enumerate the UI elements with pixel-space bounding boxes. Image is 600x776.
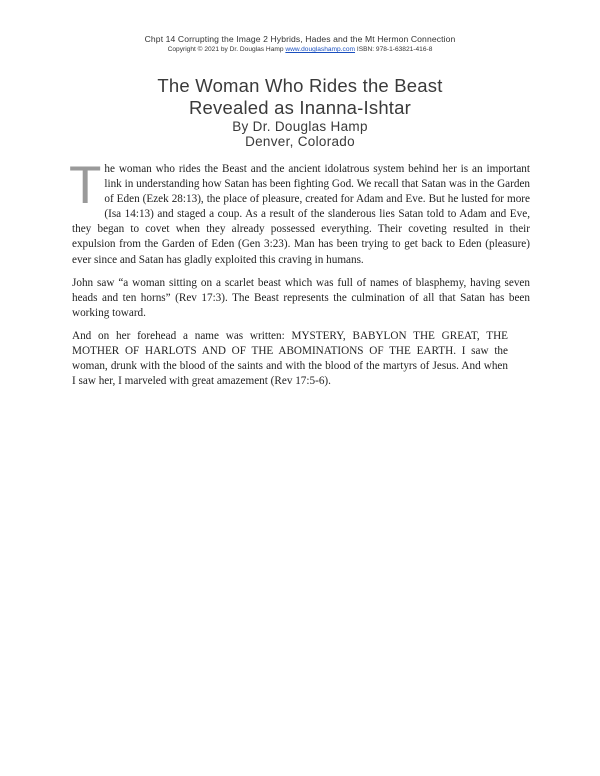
location-line: Denver, Colorado — [245, 134, 355, 149]
paragraph-1 — [69, 156, 530, 268]
body-text — [69, 156, 530, 397]
paragraph-1-text: he woman who rides the Beast and the ancient idolatrous system behind her is an important link in understanding how Satan has been fighting God. We recall that Satan was in the Garden of Eden (Ezek 28:13), the place of pleasure, created for Adam and Eve. But he lusted for more (Isa 14:13) and staged a coup. As a result of the slanderous lies Satan told to Adam and Eve, they began to covet when they already possessed everything. Their coveting resulted in their expulsion from the Garden of Eden (Gen 3:23). Man has been trying to get back to Eden (pleasure) ever since and Satan has gladly exploited this craving in humans. — [72, 163, 530, 266]
title-line-1: The Woman Who Rides the Beast — [157, 75, 443, 96]
isbn-text: ISBN: 978-1-63821-416-8 — [356, 46, 433, 53]
block-quote: And on her forehead a name was written: MYSTERY, BABYLON THE GREAT, THE MOTHER OF HARLOTS AND OF THE ABOMINATIONS OF THE EARTH. I saw the woman, drunk with the blood of the saints and with the blood of the martyrs of Jesus. And when I saw her, I marveled with great amazement (Rev 17:5-6). — [72, 329, 508, 388]
copyright-text: Copyright © 2021 by Dr. Douglas Hamp — [167, 46, 284, 53]
chapter-line: Chpt 14 Corrupting the Image 2 Hybrids, Hades and the Mt Hermon Connection — [144, 34, 456, 44]
author-line: By Dr. Douglas Hamp — [232, 119, 368, 134]
copyright-line — [0, 45, 600, 54]
drop-cap: T — [69, 156, 102, 215]
title-block — [0, 75, 600, 149]
running-header — [0, 34, 600, 54]
title-line-2: Revealed as Inanna-Ishtar — [189, 97, 411, 118]
paragraph-2: John saw “a woman sitting on a scarlet beast which was full of names of blasphemy, having seven heads and ten horns” (Rev 17:3). The Beast represents the culmination of all that Satan has been working toward. — [72, 276, 530, 319]
website-link[interactable]: www.douglashamp.com — [285, 46, 356, 53]
